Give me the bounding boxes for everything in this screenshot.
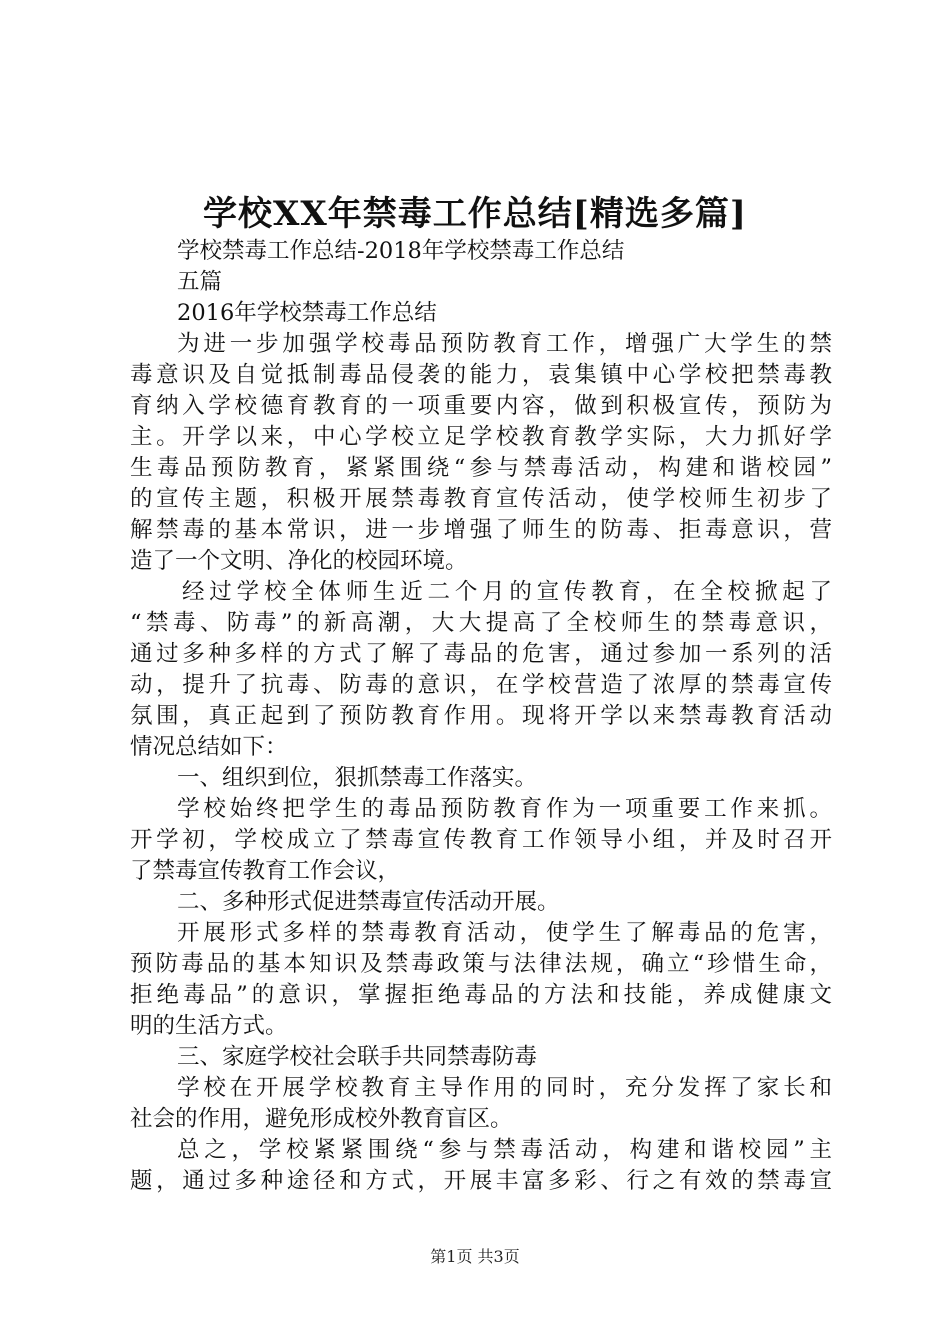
paragraph-line: 造了一个文明、净化的校园环境。 [130,548,468,574]
paragraph-line: 开展形式多样的禁毒教育活动，使学生了解毒品的危害， [177,920,832,946]
paragraph-line: 社会的作用，避免形成校外教育盲区。 [130,1106,513,1132]
paragraph-line: 的宣传主题，积极开展禁毒教育宣传活动，使学校师生初步了 [130,486,832,512]
paragraph-line: “禁毒、防毒”的新高潮，大大提高了全校师生的禁毒意识， [130,610,832,636]
paragraph-line: 拒绝毒品”的意识，掌握拒绝毒品的方法和技能，养成健康文 [130,982,832,1008]
section-heading: 三、家庭学校社会联手共同禁毒防毒 [177,1044,538,1070]
section-heading: 二、多种形式促进禁毒宣传活动开展。 [177,889,560,915]
paragraph-line: 毒意识及自觉抵制毒品侵袭的能力，袁集镇中心学校把禁毒教 [130,362,832,388]
paragraph-line: 总之，学校紧紧围绕“参与禁毒活动，构建和谐校园”主 [177,1137,832,1163]
paragraph-line: 生毒品预防教育，紧紧围绕“参与禁毒活动，构建和谐校园” [130,455,832,481]
paragraph-line: 经过学校全体师生近二个月的宣传教育，在全校掀起了 [182,579,832,605]
paragraph-line: 通过多种多样的方式了解了毒品的危害，通过参加一系列的活 [130,641,832,667]
paragraph-line: 育纳入学校德育教育的一项重要内容，做到积极宣传，预防为 [130,393,832,419]
paragraph-line: 氛围，真正起到了预防教育作用。现将开学以来禁毒教育活动 [130,703,832,729]
paragraph-line: 动，提升了抗毒、防毒的意识，在学校营造了浓厚的禁毒宣传 [130,672,832,698]
page-number: 第1页 共3页 [430,1247,520,1266]
section-heading: 一、组织到位，狠抓禁毒工作落实。 [177,765,538,791]
subtitle-line: 学校禁毒工作总结-2018年学校禁毒工作总结 [177,238,625,264]
subtitle-line: 五篇 [177,269,223,295]
paragraph-line: 学校在开展学校教育主导作用的同时，充分发挥了家长和 [177,1075,832,1101]
paragraph-line: 主。开学以来，中心学校立足学校教育教学实际，大力抓好学 [130,424,832,450]
document-body [130,236,832,1197]
paragraph-line: 明的生活方式。 [130,1013,288,1039]
paragraph-line: 解禁毒的基本常识，进一步增强了师生的防毒、拒毒意识，营 [130,517,832,543]
paragraph-line: 题，通过多种途径和方式，开展丰富多彩、行之有效的禁毒宣 [130,1168,832,1194]
paragraph-line: 预防毒品的基本知识及禁毒政策与法律法规，确立“珍惜生命， [130,951,832,977]
paragraph-line: 为进一步加强学校毒品预防教育工作，增强广大学生的禁 [177,331,832,357]
paragraph-line: 了禁毒宣传教育工作会议， [130,858,401,884]
section-heading: 2016年学校禁毒工作总结 [177,300,437,326]
paragraph-line: 学校始终把学生的毒品预防教育作为一项重要工作来抓。 [177,796,832,822]
paragraph-line: 开学初，学校成立了禁毒宣传教育工作领导小组，并及时召开 [130,827,832,853]
document-title: 学校XX年禁毒工作总结[精选多篇] [203,194,747,234]
paragraph-line: 情况总结如下： [130,734,288,760]
